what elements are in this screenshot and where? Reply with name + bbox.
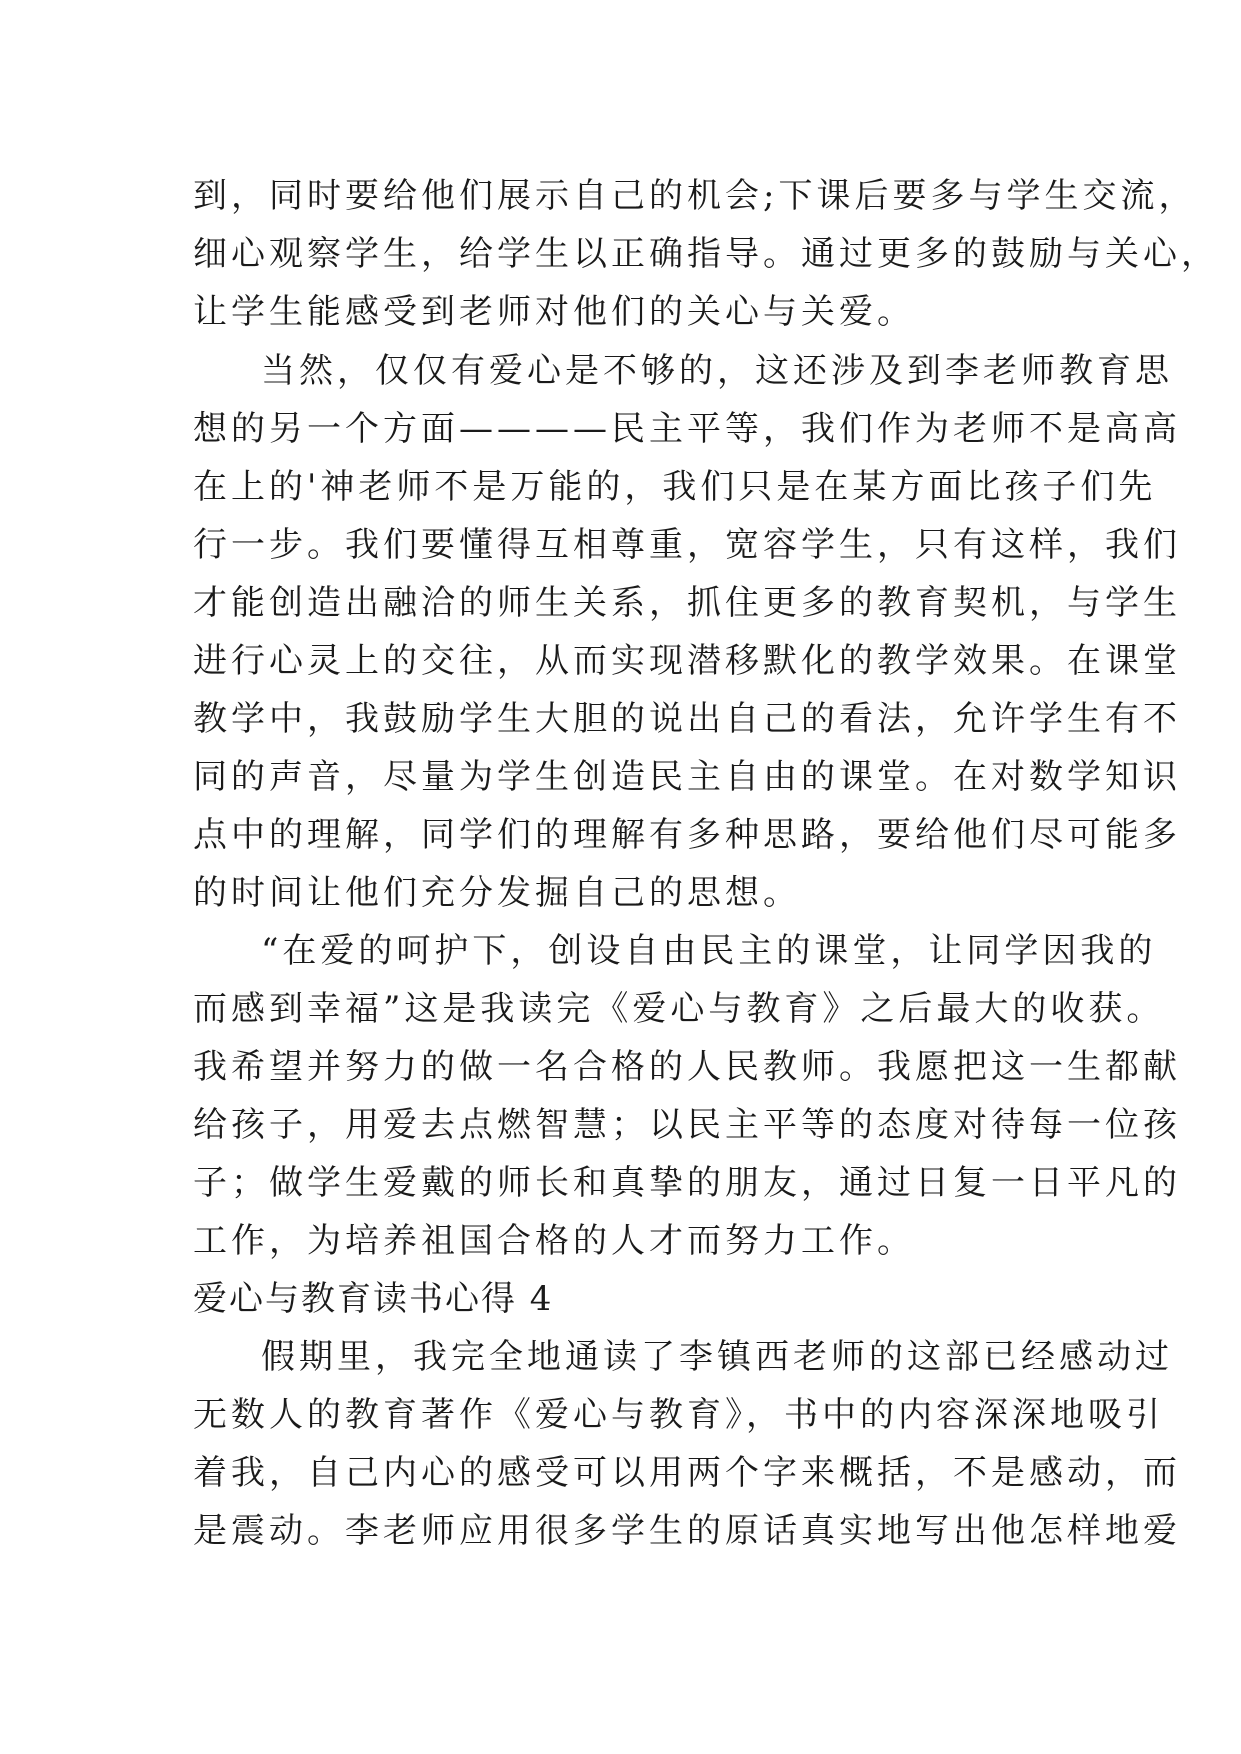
text-line: 让学生能感受到老师对他们的关心与关爱。 bbox=[193, 292, 915, 332]
paragraph-first-line: 当然，仅仅有爱心是不够的，这还涉及到李老师教育思 bbox=[261, 351, 1173, 391]
text-line: 进行心灵上的交往，从而实现潜移默化的教学效果。在课堂 bbox=[193, 641, 1181, 681]
text-line: 工作，为培养祖国合格的人才而努力工作。 bbox=[193, 1221, 915, 1261]
text-line: 同的声音，尽量为学生创造民主自由的课堂。在对数学知识 bbox=[193, 757, 1181, 797]
text-line: 细心观察学生，给学生以正确指导。通过更多的鼓励与关心， bbox=[193, 234, 1219, 274]
text-line: 教学中，我鼓励学生大胆的说出自己的看法，允许学生有不 bbox=[193, 699, 1181, 739]
text-line: 点中的理解，同学们的理解有多种思路，要给他们尽可能多 bbox=[193, 815, 1181, 855]
paragraph-first-line: 假期里，我完全地通读了李镇西老师的这部已经感动过 bbox=[261, 1337, 1173, 1377]
text-line: 到，同时要给他们展示自己的机会;下课后要多与学生交流， bbox=[193, 176, 1197, 216]
text-line: 行一步。我们要懂得互相尊重，宽容学生，只有这样，我们 bbox=[193, 525, 1181, 565]
text-line: 是震动。李老师应用很多学生的原话真实地写出他怎样地爱 bbox=[193, 1511, 1181, 1551]
text-line: 给孩子，用爱去点燃智慧；以民主平等的态度对待每一位孩 bbox=[193, 1105, 1181, 1145]
text-line: 才能创造出融洽的师生关系，抓住更多的教育契机，与学生 bbox=[193, 583, 1181, 623]
text-line: 想的另一个方面————民主平等，我们作为老师不是高高 bbox=[193, 409, 1181, 449]
text-line: 着我，自己内心的感受可以用两个字来概括，不是感动，而 bbox=[193, 1453, 1181, 1493]
section-heading: 爱心与教育读书心得 4 bbox=[193, 1279, 554, 1319]
text-line: 我希望并努力的做一名合格的人民教师。我愿把这一生都献 bbox=[193, 1047, 1181, 1087]
paragraph-first-line: “在爱的呵护下，创设自由民主的课堂，让同学因我的 bbox=[261, 931, 1157, 971]
text-line: 的时间让他们充分发掘自己的思想。 bbox=[193, 873, 801, 913]
text-line: 子；做学生爱戴的师长和真挚的朋友，通过日复一日平凡的 bbox=[193, 1163, 1181, 1203]
text-line: 在上的'神老师不是万能的，我们只是在某方面比孩子们先 bbox=[193, 467, 1157, 507]
text-line: 无数人的教育著作《爱心与教育》，书中的内容深深地吸引 bbox=[193, 1395, 1164, 1435]
text-line: 而感到幸福”这是我读完《爱心与教育》之后最大的收获。 bbox=[193, 989, 1165, 1029]
